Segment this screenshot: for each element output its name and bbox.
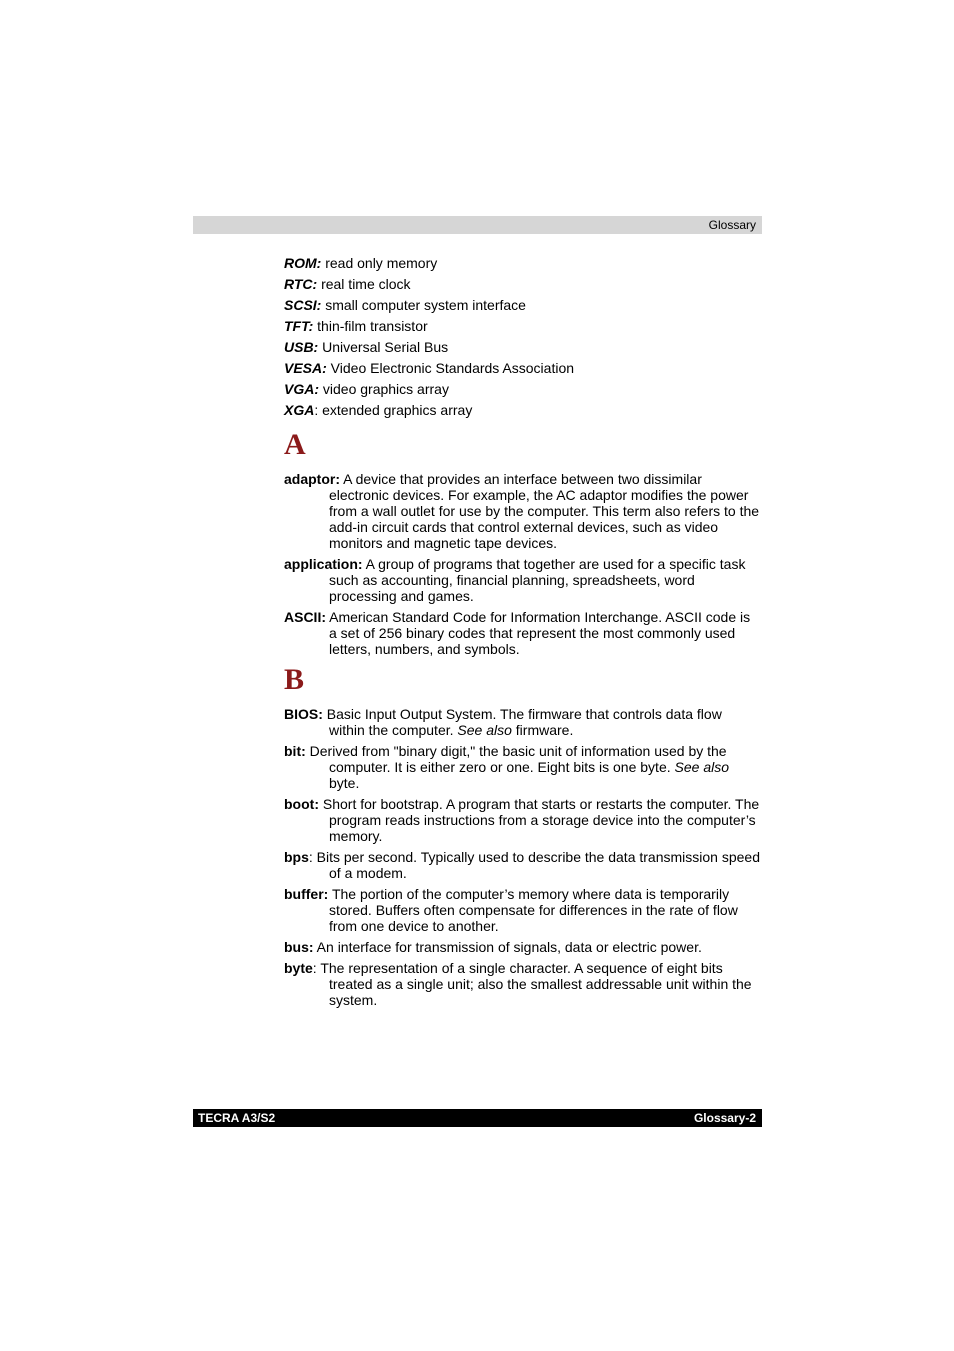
abbreviation-definition: video graphics array xyxy=(319,381,449,397)
entry-term: application: xyxy=(284,556,363,572)
glossary-entry-application xyxy=(284,556,760,604)
abbreviation-definition: Universal Serial Bus xyxy=(318,339,449,355)
list-item xyxy=(284,381,760,402)
abbreviation-definition: thin-film transistor xyxy=(313,318,428,334)
page-header-bar xyxy=(193,216,762,234)
entry-definition: The portion of the computer’s memory where data is temporarily stored. Buffers often compensate for differences in the rate of flow from one device to another. xyxy=(328,886,738,934)
entry-term: BIOS: xyxy=(284,706,323,722)
abbreviation-term: ROM: xyxy=(284,255,322,271)
entry-term: boot: xyxy=(284,796,319,812)
entry-term: buffer: xyxy=(284,886,329,902)
see-also-text: See also xyxy=(674,759,729,775)
header-section-label: Glossary xyxy=(708,218,756,232)
list-item xyxy=(284,255,760,276)
entry-term: bps xyxy=(284,849,309,865)
abbreviation-term: USB: xyxy=(284,339,319,355)
see-also-target: byte. xyxy=(329,775,360,791)
section-letter-a: A xyxy=(284,428,306,461)
list-item xyxy=(284,402,760,423)
list-item xyxy=(284,339,760,360)
abbreviation-definition: real time clock xyxy=(317,276,411,292)
footer-page-number: Glossary-2 xyxy=(693,1111,756,1125)
abbreviation-term: RTC: xyxy=(284,276,318,292)
entry-definition: An interface for transmission of signals, data or electric power. xyxy=(313,939,702,955)
entry-definition: Basic Input Output System. The firmware that controls data flow within the computer. xyxy=(322,706,722,738)
abbreviation-term: VGA: xyxy=(284,381,319,397)
abbreviation-term: TFT: xyxy=(284,318,314,334)
list-item xyxy=(284,318,760,339)
see-also-text: See also xyxy=(457,722,512,738)
entry-term: byte xyxy=(284,960,313,976)
list-item xyxy=(284,276,760,297)
abbreviation-term: VESA: xyxy=(284,360,327,376)
abbreviation-list xyxy=(284,255,760,423)
entry-definition: Short for bootstrap. A program that starts or restarts the computer. The program reads instructions from a storage device into the computer’s memory. xyxy=(318,796,760,844)
glossary-entry-adaptor xyxy=(284,471,760,551)
entry-definition: : Bits per second. Typically used to describe the data transmission speed of a modem. xyxy=(308,849,760,881)
glossary-entry-buffer xyxy=(284,886,760,934)
entry-definition: Derived from "binary digit," the basic unit of information used by the computer. It is either zero or one. Eight bits is one byte. xyxy=(305,743,727,775)
entry-definition: A device that provides an interface between two dissimilar electronic devices. For example, the AC adaptor modifies the power from a wall outlet for use by the computer. This term also refers to the add-in circuit cards that control external devices, such as video monitors and magnetic tape devices. xyxy=(329,471,760,551)
entry-definition: A group of programs that together are used for a specific task such as accounting, financial planning, spreadsheets, word processing and games. xyxy=(329,556,746,604)
entry-definition: : The representation of a single character. A sequence of eight bits treated as a single unit; also the smallest addressable unit within the system. xyxy=(312,960,752,1008)
entry-definition: American Standard Code for Information Interchange. ASCII code is a set of 256 binary codes that represent the most commonly used letters, numbers, and symbols. xyxy=(326,609,751,657)
entry-term: adaptor: xyxy=(284,471,340,487)
list-item xyxy=(284,360,760,381)
list-item xyxy=(284,297,760,318)
glossary-entry-byte xyxy=(284,960,760,1008)
entry-term: bus: xyxy=(284,939,314,955)
entry-term: ASCII: xyxy=(284,609,326,625)
glossary-entry-bios xyxy=(284,706,760,738)
page-footer-bar xyxy=(193,1109,762,1127)
glossary-entry-bps xyxy=(284,849,760,881)
glossary-content xyxy=(284,255,760,1013)
abbreviation-definition: small computer system interface xyxy=(321,297,526,313)
abbreviation-definition: : extended graphics array xyxy=(314,402,473,418)
abbreviation-definition: Video Electronic Standards Association xyxy=(326,360,575,376)
abbreviation-definition: read only memory xyxy=(321,255,438,271)
section-letter-b: B xyxy=(284,663,305,696)
glossary-entry-bit xyxy=(284,743,760,791)
see-also-target: firmware. xyxy=(511,722,574,738)
abbreviation-term: SCSI: xyxy=(284,297,322,313)
entry-term: bit: xyxy=(284,743,306,759)
glossary-entry-ascii xyxy=(284,609,760,657)
footer-model-name: TECRA A3/S2 xyxy=(198,1111,276,1125)
glossary-entry-bus xyxy=(284,939,760,955)
glossary-entry-boot xyxy=(284,796,760,844)
abbreviation-term: XGA xyxy=(284,402,315,418)
